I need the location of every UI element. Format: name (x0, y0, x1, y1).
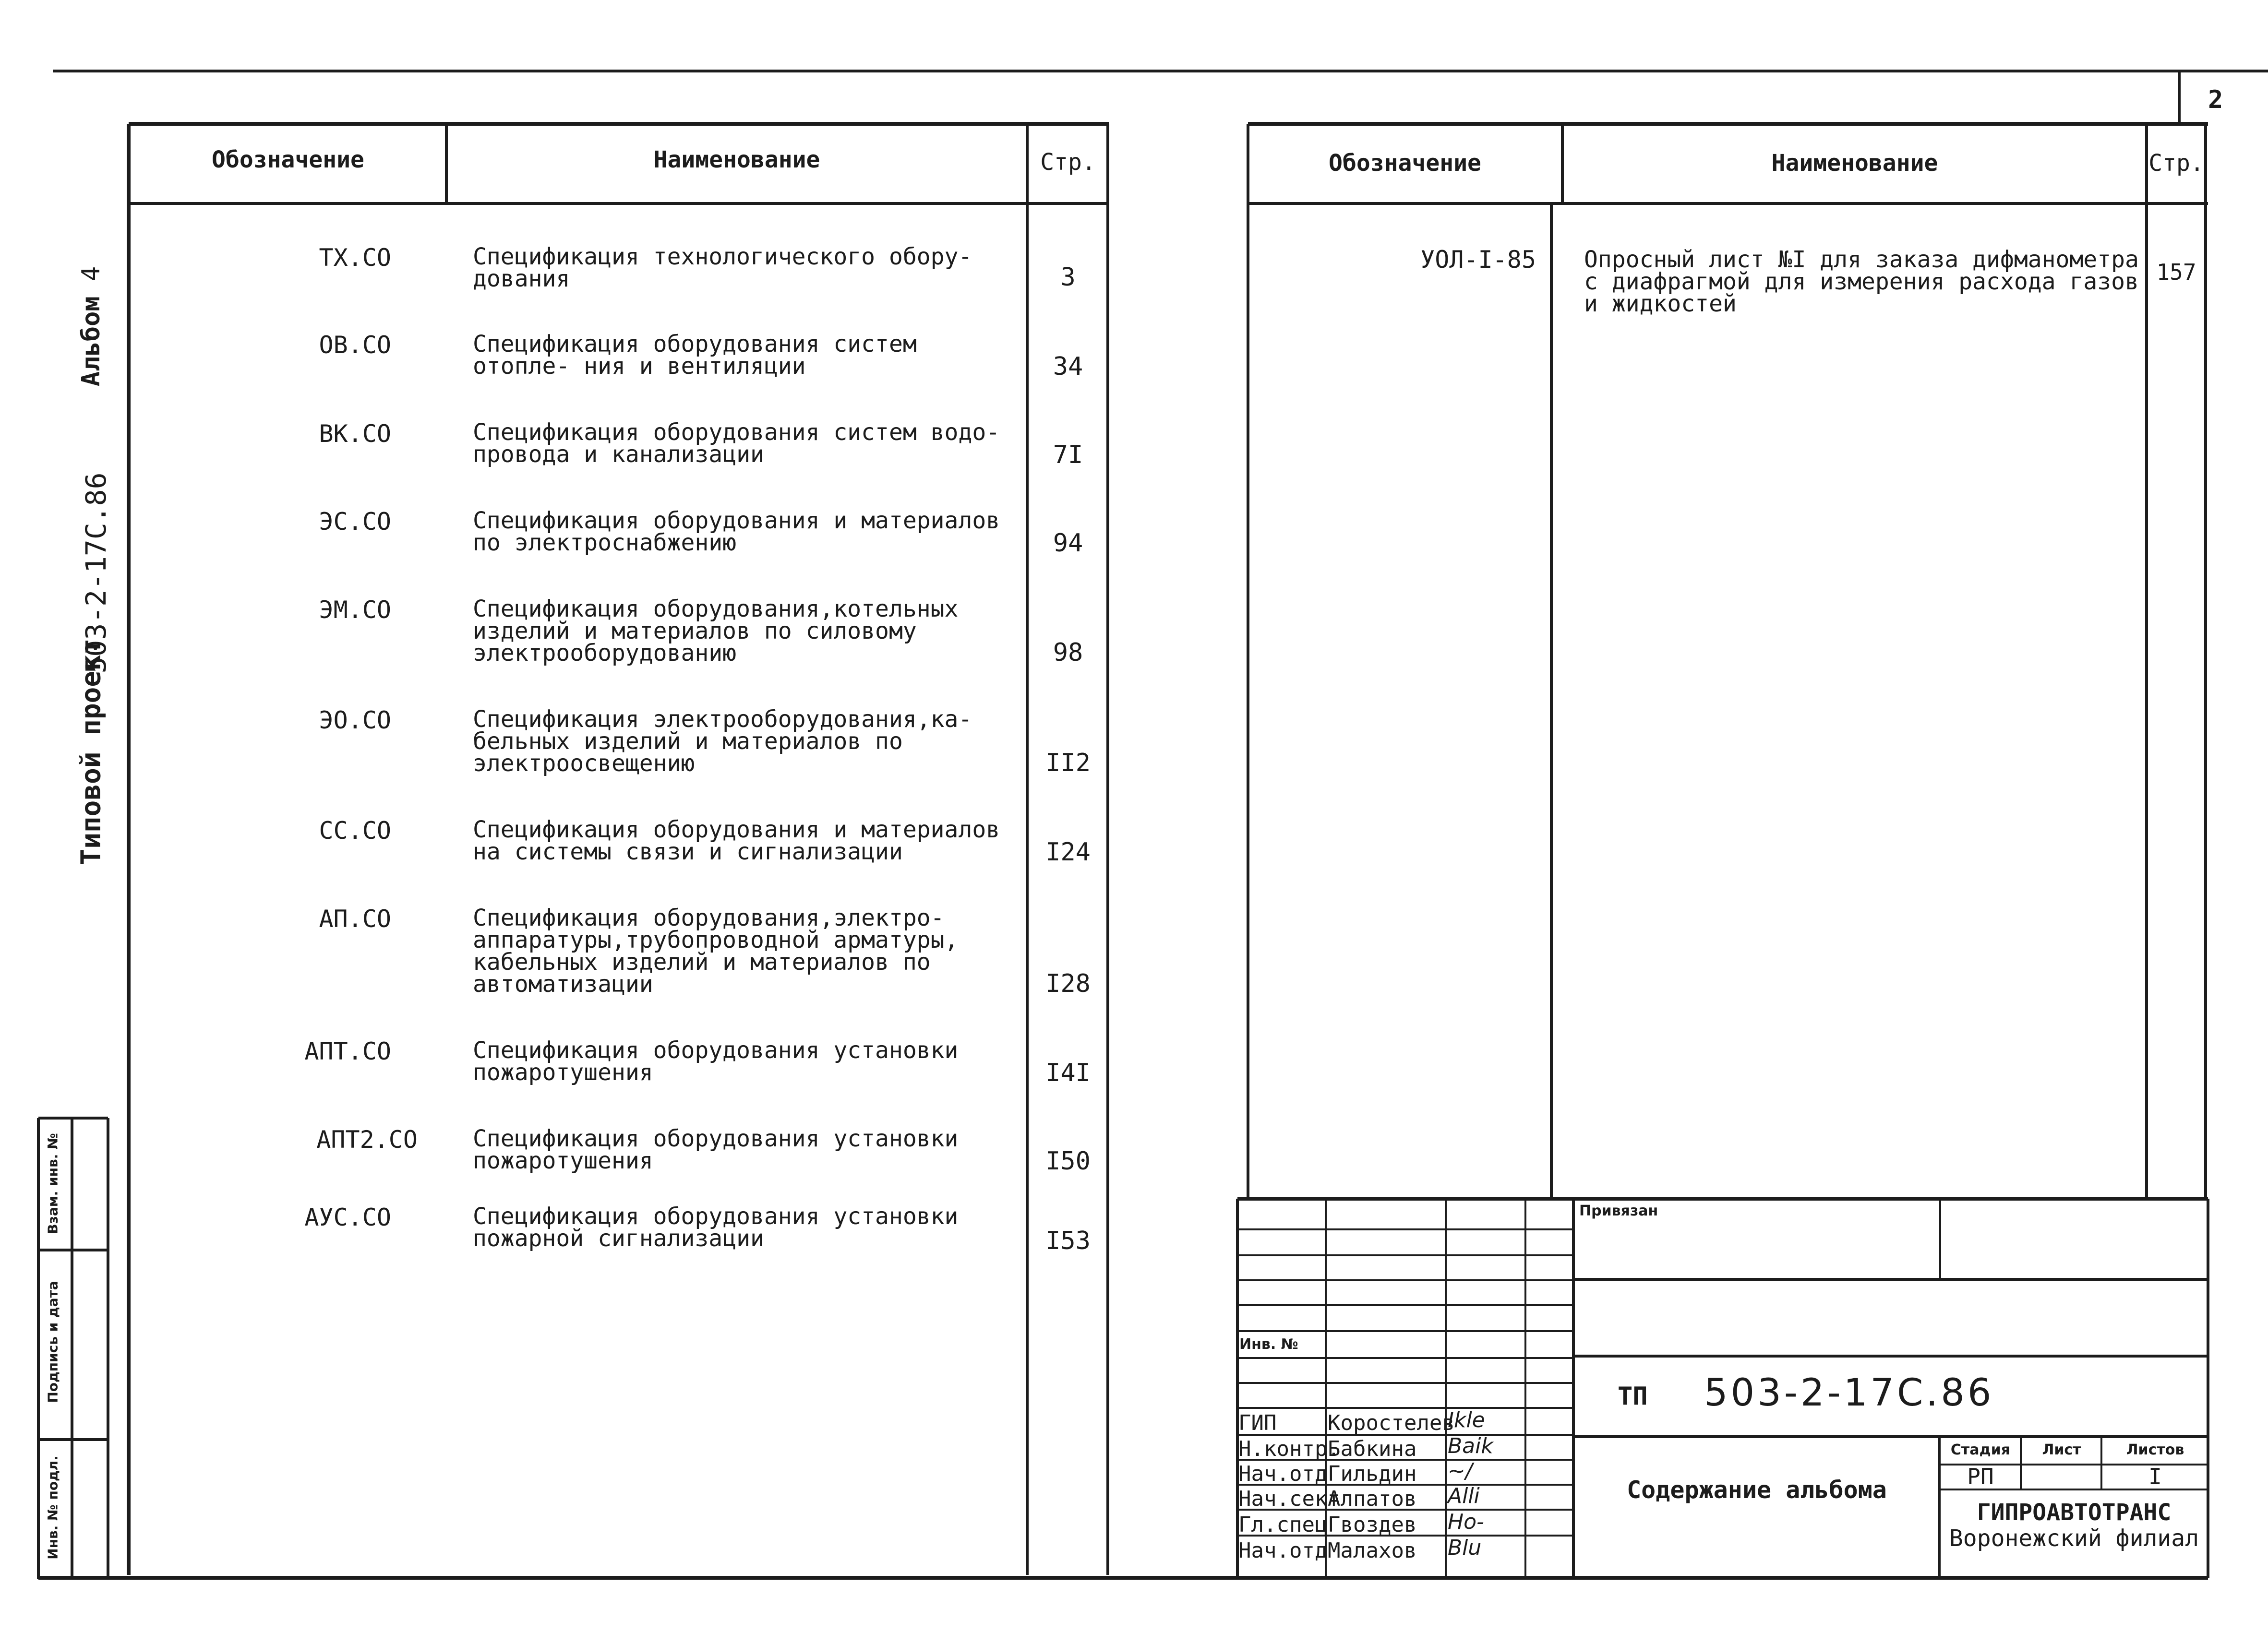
left-row-code: АУС.СО (304, 1203, 391, 1231)
left-row-page: I53 (1045, 1227, 1091, 1255)
tb-sign-role: Нач.сект (1238, 1487, 1340, 1511)
right-row-page: 157 (2156, 259, 2196, 285)
left-row-code: АПТ.СО (304, 1037, 391, 1065)
tb-stage-value: РП (1967, 1464, 1994, 1489)
tb-inv-label: Инв. № (1239, 1336, 1298, 1353)
left-row-page: I28 (1045, 969, 1091, 998)
side-album-number: 4 (77, 266, 106, 282)
left-row-name: Спецификация оборудования установки пожаротушения (473, 1125, 959, 1174)
tb-sign-role: Н.контр. (1238, 1437, 1340, 1461)
tb-sheet-label: Лист (2042, 1441, 2081, 1458)
side-project-code: 503-2-17С.86 (80, 472, 112, 674)
left-row-page: I50 (1045, 1147, 1091, 1176)
side-album-word: Альбом (77, 296, 106, 387)
right-header-page: Стр. (2148, 150, 2204, 177)
side-album-label (77, 226, 106, 427)
tb-organization-line2: Воронежский филиал (1949, 1525, 2199, 1552)
right-header-name: Наименование (1771, 150, 1938, 177)
left-row-name: Спецификация оборудования систем отопле- ния и вентиляции (473, 331, 917, 380)
tb-sign-name: Малахов (1328, 1538, 1417, 1563)
left-row-name: Спецификация оборудования установки пожаротушения (473, 1037, 959, 1086)
left-row-page: 94 (1053, 529, 1083, 558)
left-row-page: 3 (1060, 263, 1076, 292)
right-row-name: Опросный лист №I для заказа дифманометра с диафрагмой для измерения расхода газов и жидкостей (1584, 246, 2139, 317)
left-row-code: ЭС.СО (319, 508, 391, 536)
tb-sheets-value: I (2148, 1464, 2162, 1489)
left-row-name: Спецификация оборудования установки пожарной сигнализации (473, 1203, 959, 1252)
sheet-number: 2 (2208, 85, 2223, 114)
tb-sign-signature: Alli (1448, 1484, 1480, 1508)
left-row-name: Спецификация оборудования,котельных изделий и материалов по силовому электрооборудованию (473, 596, 959, 667)
left-row-code: ЭО.СО (319, 706, 391, 734)
side-project-title: Типовой проект (75, 638, 107, 865)
tb-sign-role: Нач.отд (1238, 1538, 1328, 1563)
left-row-code: ВК.СО (319, 420, 391, 448)
right-row-code: УОЛ-I-85 (1420, 246, 1536, 274)
left-row-page: 7I (1053, 441, 1083, 469)
tb-sign-role: Нач.отд (1238, 1462, 1328, 1486)
left-row-name: Спецификация электрооборудования,ка- бельных изделий и материалов по электроосвещению (473, 706, 972, 777)
left-row-name: Спецификация оборудования и материалов по электроснабжению (473, 507, 1000, 556)
tb-sheets-label: Листов (2126, 1441, 2184, 1458)
left-header-page: Стр. (1040, 149, 1096, 176)
tb-document-code: 503-2-17С.86 (1704, 1371, 1994, 1415)
tb-sign-signature: Baik (1448, 1434, 1493, 1458)
left-row-code: СС.СО (319, 817, 391, 845)
left-row-page: 98 (1053, 638, 1083, 667)
tb-sign-role: ГИП (1238, 1411, 1277, 1435)
tb-sign-role: Гл.спец (1238, 1513, 1328, 1537)
tb-sign-name: Алпатов (1328, 1487, 1417, 1511)
tb-organization-line1: ГИПРОАВТОТРАНС (1977, 1499, 2172, 1526)
left-row-code: ТХ.СО (319, 244, 391, 272)
left-header-designation: Обозначение (212, 146, 364, 173)
side-field-signature-date: Подпись и дата (45, 1281, 61, 1403)
left-row-code: ЭМ.СО (319, 596, 391, 624)
left-row-code: АП.СО (319, 905, 391, 933)
tb-sign-signature: Ho- (1448, 1510, 1484, 1534)
left-row-name: Спецификация технологического обору- дования (473, 243, 972, 292)
tb-privyazan-label: Привязан (1579, 1203, 1658, 1219)
tb-stage-label: Стадия (1950, 1441, 2011, 1458)
side-field-inv-substitute: Взам. инв. № (45, 1133, 61, 1234)
left-row-name: Спецификация оборудования,электро- аппаратуры,трубопроводной арматуры, кабельных изделий и материалов по автоматизации (473, 905, 959, 998)
left-row-code: АПТ2.СО (316, 1126, 418, 1154)
side-field-inv-original: Инв. № подл. (45, 1455, 61, 1560)
left-row-page: II2 (1045, 749, 1091, 777)
left-row-name: Спецификация оборудования систем водо- провода и канализации (473, 419, 1000, 468)
tb-sign-name: Бабкина (1328, 1437, 1417, 1461)
left-header-name: Наименование (653, 146, 820, 173)
tb-title: Содержание альбома (1627, 1476, 1887, 1504)
left-row-page: 34 (1053, 352, 1083, 381)
tb-sign-name: Гильдин (1328, 1462, 1417, 1486)
left-row-page: I4I (1045, 1059, 1091, 1087)
tb-sign-signature: Blu (1448, 1536, 1482, 1560)
tb-sign-name: Коростелев (1328, 1411, 1455, 1435)
tb-code-prefix: ТП (1618, 1382, 1648, 1411)
tb-sign-signature: ~/ (1448, 1459, 1473, 1483)
tb-sign-signature: Ikle (1448, 1408, 1485, 1432)
left-row-code: ОВ.СО (319, 331, 391, 359)
left-row-page: I24 (1045, 838, 1091, 867)
left-row-name: Спецификация оборудования и материалов на системы связи и сигнализации (473, 816, 1000, 865)
right-header-designation: Обозначение (1329, 150, 1481, 177)
tb-sign-name: Гвоздев (1328, 1513, 1417, 1537)
